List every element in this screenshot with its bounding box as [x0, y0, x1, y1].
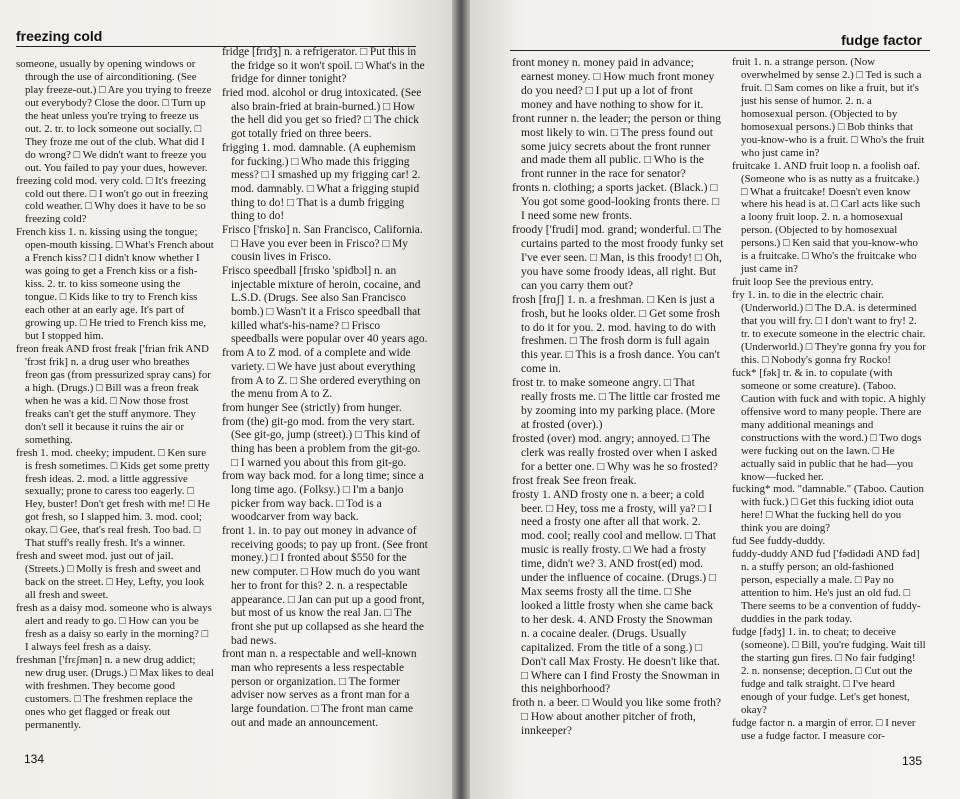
dictionary-entry: front 1. in. to pay out money in advance of receiving goods; to pay up front. (See front money.) □ I fronted about $550 for the new computer. □ How much do you want her to front for this? 2. n. a respectable appearance. □ Jan can put up a good front, but most of us know the real Jan. □ The front she put up collapsed as she heard the bad news. — [222, 525, 428, 647]
left-page — [0, 0, 462, 799]
dictionary-entry: fudge [fədʒ] 1. in. to cheat; to deceive (someone). □ Bill, you're fudging. Wait till the starting gun fires. □ No fair fudging! 2. n. nonsense; deception. □ Cut out the fudge and talk straight. □ I've heard enough of your fudge. Let's get honest, okay? — [732, 625, 926, 716]
dictionary-entry: fruit loop See the previous entry. — [732, 276, 874, 289]
dictionary-entry: frosh [frɑʃ] 1. n. a freshman. □ Ken is just a frosh, but he looks older. □ Get some frosh to do it for you. 2. mod. having to do with freshmen. □ The frosh dorm is full again this year. □ This is a frosh dance. You can't come in. — [512, 292, 720, 376]
dictionary-entry: frosted (over) mod. angry; annoyed. □ The clerk was really frosted over when I asked for a better one. □ Why was he so frosted? — [512, 431, 718, 473]
dictionary-entry: front man n. a respectable and well-known man who represents a less respectable person or organization. □ The former adviser now serves as a front man for a large foundation. □ The front man came out and made an announcement. — [222, 648, 417, 729]
dictionary-entry: from (the) git-go mod. from the very start. (See git-go, jump (street).) □ This kind of thing has been a problem from the git-go. □ I warned you about this from git-go. — [222, 415, 421, 469]
dictionary-entry: fronts n. clothing; a sports jacket. (Black.) □ You got some good-looking fronts there. □ I need some new fronts. — [512, 181, 720, 223]
dictionary-entry: freshman ['frɛʃmən] n. a new drug addict; new drug user. (Drugs.) □ Max likes to deal with freshmen. They become good customers. □ The freshmen replace the ones who get flagged or freak out permanently. — [16, 653, 214, 731]
dictionary-entry: fresh as a daisy mod. someone who is always alert and ready to go. □ How can you be fresh as a daisy so early in the morning? □ I always feel fresh as a daisy. — [16, 602, 212, 653]
dictionary-entry: fuck* [fək] tr. & in. to copulate (with someone or some creature). (Taboo. Caution with fuck and with topic. A highly offensive word to many people. There are many additional meanings and constructions with the word.) □ Two dogs were fucking out on the lawn. □ He actually said in public that he had—you know—fucked her. — [732, 366, 926, 483]
dictionary-entry: fucking* mod. "damnable." (Taboo. Caution with fuck.) □ Get this fucking idiot outa here! □ What the fucking hell do you think you are doing? — [732, 483, 924, 535]
dictionary-entry: freezing cold mod. very cold. □ It's freezing cold out there. □ I won't go out in freezing cold weather. □ Why does it have to be so freezing cold? — [16, 174, 208, 226]
dictionary-entry: fud See fuddy-duddy. — [732, 535, 826, 548]
dictionary-entry: front runner n. the leader; the person or thing most likely to win. □ The press found out some juicy secrets about the front runner and made them all public. □ Who is the front runner in the race for senator? — [512, 111, 721, 181]
page-number-right: 135 — [902, 754, 923, 768]
book-gutter — [452, 0, 470, 799]
dictionary-entry: from hunger See (strictly) from hunger. — [222, 401, 402, 414]
header-rule-right — [510, 50, 930, 51]
dictionary-entry: fridge [frɪdʒ] n. a refrigerator. □ Put this in the fridge so it won't spoil. □ What's in the fridge for dinner tonight? — [222, 46, 425, 86]
running-head-right: fudge factor — [841, 32, 922, 48]
dictionary-entry: fried mod. alcohol or drug intoxicated. (See also brain-fried at brain-burned.) □ How the hell did you get so fried? □ The chick got totally fried on three beers. — [222, 87, 422, 141]
dictionary-entry: fresh 1. mod. cheeky; impudent. □ Ken sure is fresh sometimes. □ Kids get some pretty fresh ideas. 2. mod. a little aggressive sexually; prone to caress too eagerly. □ Hey, buster! Don't get fresh with me! □ He got fresh, so I slapped him. 3. mod. cool; okay. □ Gee, that's real fresh. Too bad. □ That stuff's really fresh. It's a winner. — [16, 446, 210, 550]
dictionary-entry: fruitcake 1. AND fruit loop n. a foolish oaf. (Someone who is as nutty as a fruitcake.) □ What a fruitcake! Doesn't even know where his head is at. □ Carl acts like such a loony fruit loop. 2. n. a homosexual person. (Objected to by homosexual persons.) □ Ken said that you-know-who is a fruitcake. □ Who's the fruitcake who just came in? — [732, 159, 921, 276]
dictionary-entry: front money n. money paid in advance; earnest money. □ How much front money do you need? □ I put up a lot of front money and have nothing to show for it. — [512, 56, 715, 111]
dictionary-entry: fudge factor n. a margin of error. □ I never use a fudge factor. I measure cor- — [732, 716, 916, 742]
dictionary-entry: from way back mod. for a long time; since a long time ago. (Folksy.) □ I'm a banjo picker from way back. □ Tod is a woodcarver from way back. — [222, 470, 424, 524]
dictionary-entry: Frisco ['frɪsko] n. San Francisco, California. □ Have you ever been in Frisco? □ My cousin lives in Frisco. — [222, 223, 423, 264]
running-head-left: freezing cold — [16, 28, 103, 44]
dictionary-entry: Frisco speedball [frɪsko 'spidbɔl] n. an injectable mixture of heroin, cocaine, and L.S.D. (Drugs. See also San Francisco bomb.) □ Wasn't it a Frisco speedball that killed what's-his-name? □ Frisco speedballs were popular over 40 years ago. — [222, 265, 428, 346]
dictionary-entry: frosty 1. AND frosty one n. a beer; a cold beer. □ Hey, toss me a frosty, will ya? □ I need a frosty one after all that work. 2. mod. cool; really cool and mellow. □ That music is really frosty. □ We had a frosty time, didn't we? 3. AND frost(ed) mod. under the influence of cocaine. (Drugs.) □ Max seems frosty all the time. □ She looked a little frosty when she came back to her desk. 4. AND Frosty the Snowman n. a cocaine dealer. (Drugs. Usually capitalized. From the title of a song.) □ Don't call Max Frosty. He doesn't like that. □ Where can I find Frosty the Snowman in this neighborhood? — [512, 487, 720, 696]
dictionary-entry: frost freak See freon freak. — [512, 473, 637, 487]
page-number-left: 134 — [24, 752, 45, 766]
dictionary-entry: froth n. a beer. □ Would you like some froth? □ How about another pitcher of froth, innkeeper? — [512, 696, 722, 738]
dictionary-entry: fuddy-duddy AND fud ['fədidədi AND fəd] n. a stuffy person; an old-fashioned person, especially a male. □ Pay no attention to him. He's just an old fud. □ There seems to be a convention of fuddy-duddies in the park today. — [732, 548, 921, 625]
dictionary-entry: frost tr. to make someone angry. □ That really frosts me. □ The little car frosted me by zooming into my parking place. (More at frosted (over).) — [512, 376, 720, 431]
left-column-1 — [16, 58, 214, 732]
dictionary-entry: someone, usually by opening windows or through the use of airconditioning. (See play freeze-out.) □ Are you trying to freeze out everybody? Close the door. □ Turn up the heat unless you're trying to freeze us out. 2. tr. to lock someone out socially. □ They froze me out of the club. What did I do wrong? □ We didn't want to freeze you out. You failed to pay your dues, however. — [16, 58, 212, 174]
dictionary-entry: froody ['frudi] mod. grand; wonderful. □ The curtains parted to the most froody funky set I've ever seen. □ Man, is this froody! □ Oh, you have some froody ideas, all right. But can you carry them out? — [512, 223, 724, 292]
left-column-2 — [222, 46, 428, 730]
dictionary-entry: from A to Z mod. of a complete and wide variety. □ We have just about everything from A to Z. □ She ordered everything on the menu from A to Z. — [222, 347, 421, 401]
dictionary-entry: French kiss 1. n. kissing using the tongue; open-mouth kissing. □ What's French about a French kiss? □ I didn't know whether I was going to get a French kiss or a fish-kiss. 2. tr. to kiss someone using the tongue. □ Kids like to try to French kiss each other at an early age. It's part of growing up. □ He tried to French kiss me, but I stopped him. — [16, 226, 214, 343]
dictionary-entry: fruit 1. n. a strange person. (Now overwhelmed by sense 2.) □ Ted is such a fruit. □ Sam comes on like a fruit, but it's just his sense of humor. 2. n. a homosexual person. (Objected to by homosexual persons.) □ Bob thinks that you-know-who is a fruit. □ Who's the fruit who just came in? — [732, 56, 925, 159]
right-page — [464, 0, 960, 799]
dictionary-entry: fry 1. in. to die in the electric chair. (Underworld.) □ The D.A. is determined that you will fry. □ I don't want to fry! 2. tr. to execute someone in the electric chair. (Underworld.) □ They're gonna fry you for this. □ Nobody's gonna fry Rocko! — [732, 289, 926, 366]
dictionary-entry: frigging 1. mod. damnable. (A euphemism for fucking.) □ Who made this frigging mess? □ I smashed up my frigging car! 2. mod. damnably. □ What a frigging stupid thing to do! □ That is a dumb frigging thing to do! — [222, 141, 421, 223]
right-column-1 — [512, 56, 724, 738]
dictionary-entry: freon freak AND frost freak ['frian frik AND 'frɔst frik] n. a drug user who breathes freon gas (from pressurized spray cans) for a high. (Drugs.) □ Bill was a freon freak when he was a kid. □ Now those frost freaks can't get the stuff anymore. They don't sell it because it ruins the air or something. — [16, 342, 211, 446]
right-column-2 — [732, 56, 926, 743]
dictionary-entry: fresh and sweet mod. just out of jail. (Streets.) □ Molly is fresh and sweet and back on the street. □ Hey, Lefty, you look all fresh and sweet. — [16, 550, 205, 602]
